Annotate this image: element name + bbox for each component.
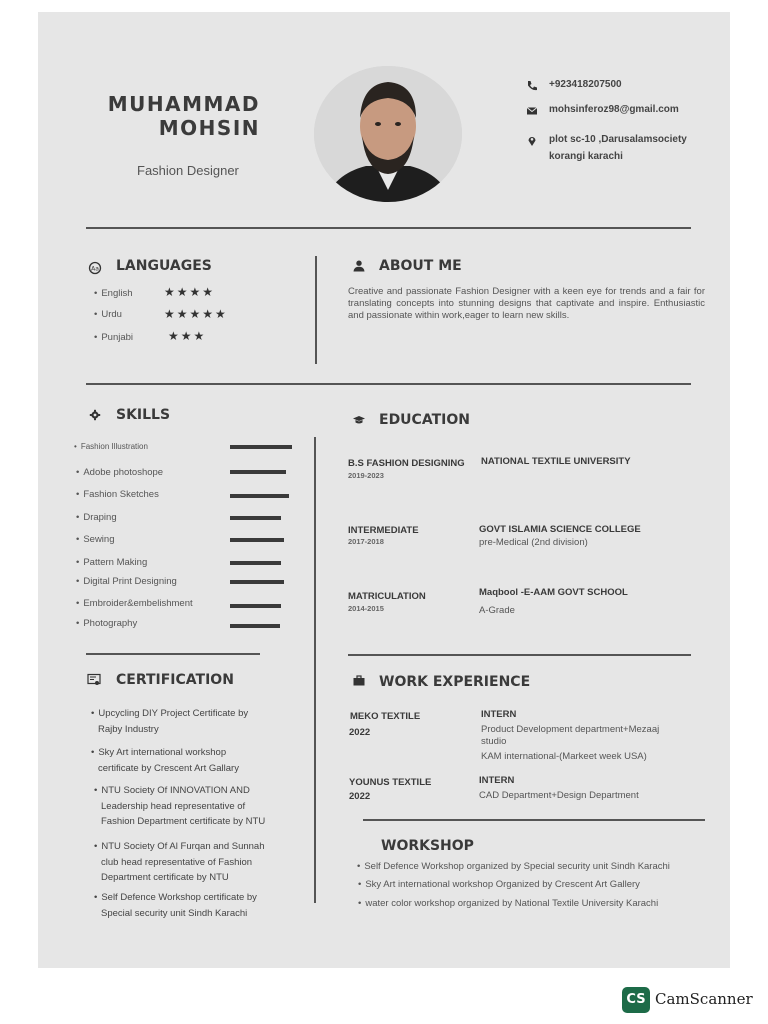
certification-divider	[86, 653, 260, 655]
email-icon	[526, 105, 538, 117]
phone-number: +923418207500	[549, 79, 622, 90]
language-rating: ★★★★	[164, 285, 216, 299]
skill-name: • Embroider&embelishment	[76, 598, 193, 609]
job-title: Fashion Designer	[137, 163, 239, 178]
name-first: MUHAMMAD	[107, 92, 260, 116]
skill-level-bar	[230, 604, 281, 608]
person-icon	[352, 259, 366, 273]
work-company: MEKO TEXTILE	[350, 711, 421, 722]
skill-level-bar	[230, 624, 280, 628]
bottom-vertical-divider	[314, 437, 316, 903]
language-name: • Urdu	[94, 309, 122, 320]
workshop-item: • Sky Art international workshop Organized by Crescent Art Gallery	[358, 879, 640, 890]
name-last: MOHSIN	[158, 116, 260, 140]
gear-icon	[88, 408, 102, 422]
work-position: INTERN	[479, 775, 515, 786]
certificate-icon	[87, 673, 101, 687]
work-title: WORK EXPERIENCE	[379, 674, 531, 690]
language-name: • English	[94, 288, 133, 299]
about-text: Creative and passionate Fashion Designer with a keen eye for trends and a fair for translating concepts into stunning designs that captivate and inspire. Enthusiastic and passionate within work,eager to learn new skills.	[348, 286, 705, 321]
work-detail: KAM international-(Markeet week USA)	[481, 751, 647, 762]
graduation-cap-icon	[352, 413, 366, 427]
skill-name: • Digital Print Designing	[76, 576, 177, 587]
about-title: ABOUT ME	[379, 258, 462, 274]
education-school: GOVT ISLAMIA SCIENCE COLLEGE	[479, 524, 641, 535]
skill-name: • Draping	[76, 512, 117, 523]
skill-name: • Adobe photoshope	[76, 467, 163, 478]
education-detail: A-Grade	[479, 605, 515, 616]
work-year: 2022	[349, 791, 371, 802]
skill-level-bar	[230, 561, 281, 565]
camscanner-watermark: CamScanner	[655, 990, 753, 1008]
header-divider	[86, 227, 691, 229]
skill-name: • Pattern Making	[76, 557, 147, 568]
location-pin-icon	[526, 135, 538, 147]
education-degree: MATRICULATION	[348, 591, 426, 602]
address-line-2: korangi karachi	[549, 151, 623, 162]
work-divider	[348, 654, 691, 656]
camscanner-logo: CS	[622, 987, 650, 1013]
skill-name: • Fashion Illustration	[74, 442, 148, 451]
certification-title: CERTIFICATION	[116, 672, 234, 688]
skill-name: • Sewing	[76, 534, 115, 545]
work-detail: Product Development department+Mezaaj	[481, 724, 660, 735]
skill-level-bar	[230, 516, 281, 520]
language-rating: ★★★★★	[164, 307, 228, 321]
education-title: EDUCATION	[379, 412, 470, 428]
top-vertical-divider	[315, 256, 317, 364]
education-years: 2017-2018	[348, 537, 384, 546]
certification-item: • NTU Society Of Al Furqan and Sunnah club head representative of Fashion Department certificate by NTU	[94, 839, 265, 886]
address-line-1: plot sc-10 ,Darusalamsociety	[549, 134, 687, 145]
education-school: Maqbool -E-AAM GOVT SCHOOL	[479, 587, 628, 598]
education-degree: INTERMEDIATE	[348, 525, 419, 536]
svg-text:Aa: Aa	[91, 265, 99, 273]
language-name: • Punjabi	[94, 332, 133, 343]
skill-level-bar	[230, 580, 284, 584]
language-icon	[88, 261, 102, 275]
work-detail: CAD Department+Design Department	[479, 790, 639, 801]
education-school: NATIONAL TEXTILE UNIVERSITY	[481, 456, 631, 467]
middle-divider	[86, 383, 691, 385]
work-company: YOUNUS TEXTILE	[349, 777, 432, 788]
certification-item: • Sky Art international workshop certificate by Crescent Art Gallary	[91, 745, 239, 776]
workshop-item: • water color workshop organized by National Textile University Karachi	[358, 898, 658, 909]
certification-item: • Upcycling DIY Project Certificate by Rajby Industry	[91, 706, 248, 737]
work-year: 2022	[349, 727, 371, 738]
skills-title: SKILLS	[116, 407, 171, 423]
skill-level-bar	[230, 538, 284, 542]
phone-icon	[526, 80, 538, 92]
skill-level-bar	[230, 445, 292, 449]
workshop-divider	[363, 819, 705, 821]
education-years: 2019-2023	[348, 471, 384, 480]
work-position: INTERN	[481, 709, 517, 720]
skill-level-bar	[230, 470, 286, 474]
education-years: 2014-2015	[348, 604, 384, 613]
language-rating: ★★★	[168, 329, 207, 343]
skill-name: • Fashion Sketches	[76, 489, 159, 500]
certification-item: • Self Defence Workshop certificate by Special security unit Sindh Karachi	[94, 890, 257, 921]
education-degree: B.S FASHION DESIGNING	[348, 458, 465, 469]
workshop-item: • Self Defence Workshop organized by Special security unit Sindh Karachi	[357, 861, 670, 872]
skill-level-bar	[230, 494, 289, 498]
email-address: mohsinferoz98@gmail.com	[549, 104, 679, 115]
languages-title: LANGUAGES	[116, 258, 212, 274]
skill-name: • Photography	[76, 618, 137, 629]
education-detail: pre-Medical (2nd division)	[479, 537, 588, 548]
work-detail: studio	[481, 736, 507, 747]
workshop-title: WORKSHOP	[381, 838, 474, 854]
briefcase-icon	[352, 674, 366, 688]
certification-item: • NTU Society Of INNOVATION AND Leadership head representative of Fashion Department certificate by NTU	[94, 783, 265, 830]
profile-photo	[314, 66, 462, 202]
